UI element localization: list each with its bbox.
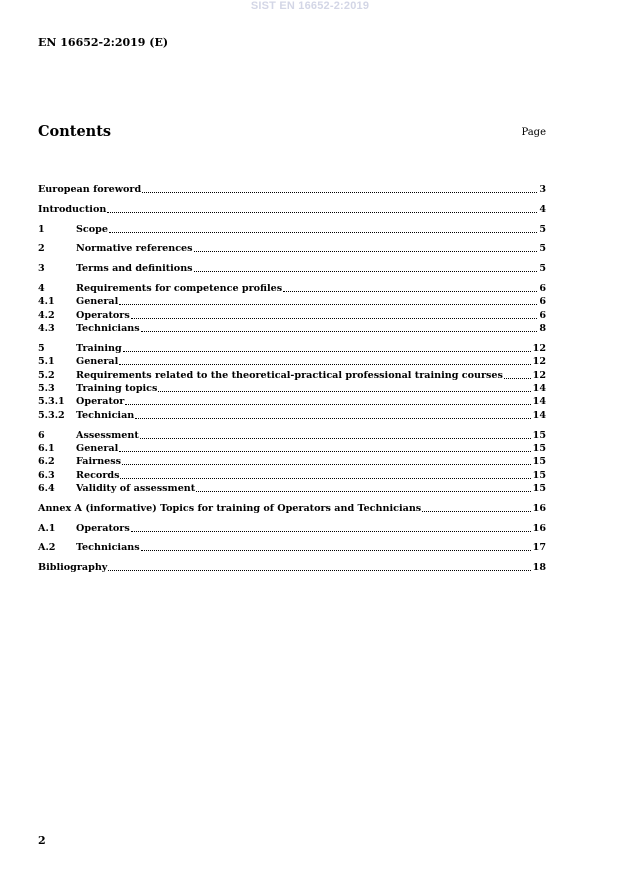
toc-entry-number: 4.2: [38, 310, 55, 321]
toc-entry-number: 4.3: [38, 323, 55, 334]
toc-entry-title: Operators: [76, 523, 130, 534]
toc-entry-page: 15: [532, 483, 546, 494]
toc-entry[interactable]: [38, 224, 546, 236]
contents-heading: Contents: [38, 123, 112, 140]
toc-dot-leader: [131, 318, 538, 319]
toc-entry[interactable]: [38, 456, 546, 468]
toc-entry[interactable]: [38, 343, 546, 355]
toc-entry-number: 4: [38, 283, 45, 294]
toc-entry-page: 12: [532, 343, 546, 354]
page-column-label: Page: [521, 127, 546, 138]
toc-dot-leader: [119, 451, 530, 452]
toc-dot-leader: [120, 478, 530, 479]
toc-entry-page: 14: [532, 383, 546, 394]
toc-entry[interactable]: [38, 370, 546, 382]
toc-dot-leader: [140, 438, 531, 439]
toc-entry-title: Scope: [76, 224, 108, 235]
toc-entry-page: 18: [532, 562, 546, 573]
toc-entry-title: Operator: [76, 396, 125, 407]
toc-dot-leader: [283, 291, 537, 292]
toc-entry[interactable]: [38, 562, 546, 574]
toc-entry-title: Requirements related to the theoretical-practical professional training courses: [76, 370, 503, 381]
toc-entry-page: 15: [532, 430, 546, 441]
toc-entry-number: 6.4: [38, 483, 55, 494]
toc-entry[interactable]: [38, 443, 546, 455]
document-id: EN 16652-2:2019 (E): [38, 36, 169, 49]
toc-dot-leader: [158, 391, 530, 392]
toc-entry[interactable]: [38, 410, 546, 422]
toc-entry-page: 6: [539, 310, 546, 321]
toc-entry-page: 5: [539, 224, 546, 235]
toc-entry-number: 5.3.2: [38, 410, 65, 421]
toc-entry-number: 4.1: [38, 296, 55, 307]
toc-entry-title: Assessment: [76, 430, 139, 441]
page-number: 2: [38, 834, 46, 847]
toc-dot-leader: [123, 351, 531, 352]
toc-dot-leader: [141, 550, 531, 551]
toc-entry-number: 6: [38, 430, 45, 441]
toc-dot-leader: [135, 418, 530, 419]
toc-entry-page: 4: [539, 204, 546, 215]
toc-entry[interactable]: [38, 542, 546, 554]
toc-dot-leader: [504, 378, 531, 379]
toc-entry-page: 14: [532, 396, 546, 407]
toc-dot-leader: [122, 464, 531, 465]
toc-entry-title: Fairness: [76, 456, 122, 467]
toc-entry-title: Introduction: [38, 204, 107, 215]
toc-entry-number: 5.3: [38, 383, 55, 394]
toc-entry[interactable]: [38, 470, 546, 482]
toc-entry-title: Normative references: [76, 243, 193, 254]
toc-entry-title: Requirements for competence profiles: [76, 283, 283, 294]
toc-entry[interactable]: [38, 383, 546, 395]
toc-entry-title: General: [76, 356, 119, 367]
toc-entry-number: 2: [38, 243, 45, 254]
toc-entry[interactable]: [38, 430, 546, 442]
toc-entry-title: European foreword: [38, 184, 142, 195]
toc-entry-title: Training: [76, 343, 122, 354]
toc-entry-number: 5.2: [38, 370, 55, 381]
toc-entry-page: 3: [539, 184, 546, 195]
toc-entry-page: 15: [532, 443, 546, 454]
toc-entry[interactable]: [38, 356, 546, 368]
toc-entry[interactable]: [38, 184, 546, 196]
toc-entry-page: 17: [532, 542, 546, 553]
toc-entry-number: 1: [38, 224, 45, 235]
toc-entry-title: Annex A (informative) Topics for training of Operators and Technicians: [38, 503, 422, 514]
toc-entry-title: Bibliography: [38, 562, 108, 573]
toc-entry-title: Validity of assessment: [76, 483, 196, 494]
watermark: SIST EN 16652-2:2019: [250, 0, 370, 12]
toc-entry-title: General: [76, 296, 119, 307]
toc-dot-leader: [141, 331, 538, 332]
toc-dot-leader: [108, 570, 530, 571]
toc-entry-number: 6.1: [38, 443, 55, 454]
toc-dot-leader: [422, 511, 530, 512]
toc-entry-title: General: [76, 443, 119, 454]
toc-entry[interactable]: [38, 296, 546, 308]
toc-entry-page: 6: [539, 283, 546, 294]
toc-entry-page: 14: [532, 410, 546, 421]
toc-entry-page: 5: [539, 243, 546, 254]
toc-entry[interactable]: [38, 263, 546, 275]
toc-entry-page: 15: [532, 456, 546, 467]
toc-dot-leader: [194, 251, 538, 252]
toc-entry-title: Technicians: [76, 323, 140, 334]
toc-entry-page: 12: [532, 370, 546, 381]
toc-entry-page: 15: [532, 470, 546, 481]
toc-entry-page: 12: [532, 356, 546, 367]
toc-entry-page: 16: [532, 523, 546, 534]
toc-entry-title: Terms and definitions: [76, 263, 193, 274]
toc-dot-leader: [109, 232, 537, 233]
toc-entry-page: 6: [539, 296, 546, 307]
toc-entry-title: Training topics: [76, 383, 158, 394]
toc-dot-leader: [131, 531, 531, 532]
toc-dot-leader: [194, 271, 538, 272]
toc-entry-number: 5: [38, 343, 45, 354]
toc-entry-title: Operators: [76, 310, 130, 321]
toc-entry-number: A.2: [38, 542, 56, 553]
toc-dot-leader: [107, 212, 537, 213]
toc-entry[interactable]: [38, 243, 546, 255]
toc-entry-page: 16: [532, 503, 546, 514]
toc-entry-title: Technician: [76, 410, 135, 421]
toc-entry[interactable]: [38, 396, 546, 408]
toc-entry[interactable]: [38, 503, 546, 515]
toc-entry[interactable]: [38, 523, 546, 535]
toc-entry[interactable]: [38, 204, 546, 216]
toc-entry[interactable]: [38, 310, 546, 322]
toc-dot-leader: [125, 404, 530, 405]
toc-entry-number: 3: [38, 263, 45, 274]
toc-entry-number: 6.3: [38, 470, 55, 481]
toc-entry-page: 8: [539, 323, 546, 334]
toc-entry-number: 5.3.1: [38, 396, 65, 407]
toc-entry[interactable]: [38, 323, 546, 335]
toc-dot-leader: [142, 192, 537, 193]
toc-entry-number: 5.1: [38, 356, 55, 367]
toc-dot-leader: [196, 491, 530, 492]
toc-entry[interactable]: [38, 283, 546, 295]
toc-dot-leader: [119, 304, 537, 305]
toc-entry-title: Technicians: [76, 542, 140, 553]
toc-entry-page: 5: [539, 263, 546, 274]
toc-entry[interactable]: [38, 483, 546, 495]
toc-entry-number: 6.2: [38, 456, 55, 467]
toc-dot-leader: [119, 364, 530, 365]
toc-entry-number: A.1: [38, 523, 56, 534]
toc-entry-title: Records: [76, 470, 120, 481]
